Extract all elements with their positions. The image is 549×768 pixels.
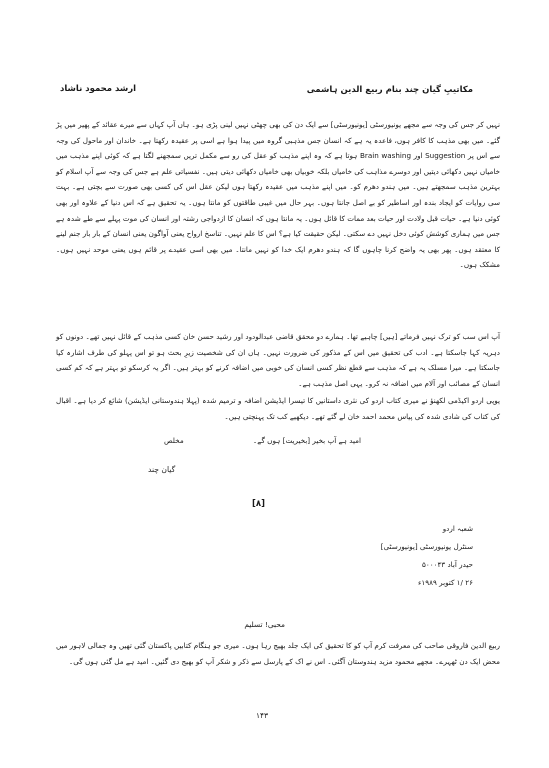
letter-number: [۸] [252, 499, 265, 509]
date-line: ۲۶ /۱ کتوبر ۱۹۸۹ء [417, 578, 473, 587]
letter-paragraph-1: نہیں کر جس کی وجہ سے مجھے یونیورسٹی [یونیورسٹی] سے ایک دن کی بھی چھٹی نہیں لینی پڑی ہو۔ ہاں آپ کہاں سے میرے عقائد کے پھیر میں پڑ گئے۔ میں بھی مذہب کا کافر ہوں، فاعدہ یہ ہے کہ انسان جس مذہبی گروہ میں پیدا ہوا ہے اسی پر عقیدہ رکھتا ہے۔ خاندان اور ماحول کی وجہ سے اس پر Suggestion اور Brain washing ہوتا ہے کہ وہ اپنے مذہب کو عقل کی رو سے مکمل تریں سمجھنے لگتا ہے کہ کوئی اپنے مذہب میں خامیاں نہیں دکھائی دیتیں اور دوسرے مذاہب کی خامیاں بلکہ خوبیاں بھی خامیاں دکھائی دیتی ہیں۔ نفسیاتی علم ہے جس کی وجہ سے آپ اسلام کو بہترین مذہب سمجھتے ہیں۔ میں ہندو دھرم کو۔ میں اپنے مذہب میں عقیدہ رکھتا ہوں لیکن عقل اس کی کسی بھی صورت سے بچتی ہے۔ بہت سی روایات کو ایجاد بندہ اور اساطیر کو بے اصل جانتا ہوں۔ بہر حال میں غیبی طاقتوں کو مانتا ہوں۔ یہ تحقیق ہے کہ اس دنیا کے علاوہ اور بھی کوئی دنیا ہے۔ حیات قبل ولادت اور حیات بعد ممات کا قائل ہوں۔ یہ مانتا ہوں کہ انسان کا ازدواجی رشتہ اور انسان کی موت پہلے سے طے شدہ ہے جس میں ہماری کوشش کوئی دخل نہیں دے سکتی۔ لیکن حقیقت کیا ہے؟ اس کا علم نہیں۔ تناسخ ارواح یعنی آواگون یعنی انسان کے بار بار جنم لینے کا معتقد ہوں۔ پھر بھی یہ واضح کرنا چاہوں گا کہ ہندو دھرم ایک خدا کو نہیں مانتا۔ میں بھی اسی عقیدے پر قائم ہوں یعنی موحد نہیں ہوں۔ مشکک ہوں۔ [56, 120, 500, 270]
letter-paragraph-2: آپ اس سب کو ترک نہیں فرماتے [ہیں] چاہیے تھا۔ ہمارے دو محقق قاضی عبدالودود اور رشید حسن خان کسی مذہب کے قائل نہیں تھے۔ دونوں کو دہریہ کہا جاسکتا ہے۔ ادب کی تحقیق میں اس کے مذکور کی ضرورت نہیں۔ ہاں ان کی شخصیت زیرِ بحث ہو تو اس پہلو کی طرف اشارہ کیا جاسکتا ہے۔ میرا مسلک یہ ہے کہ مذہب سے قطع نظر کسی انسان کی خوبی میں اضافہ کرنے کو بہتر ہیں۔ اگر یہ کرسکو تو بہتر ہے کہ کم کسی انسان کے مصائب اور آلام میں اضافہ نہ کرو۔ یہی اصل مذہب ہے۔ [56, 332, 500, 388]
address-line: شعبہ اردو [442, 524, 473, 533]
letter-paragraph-4: ربیع الدین فاروقی صاحب کی معرفت کرم آپ کو کا تحقیق کی ایک جلد بھیج رہا ہوں۔ میری جو ہنگام کتابیں پاکستان گئی تھیں وہ جمالی لاہور میں محض ایک دن ٹھہرے۔ مجھے محمود مزید ہندوستان آگئی۔ اس نے اک کے پارسل سے ذکر و شکر آپ کو بھیج دی گئیں۔ امید ہے مل گئی ہوں گی۔ [56, 641, 500, 666]
closing-line: امید ہے آپ بخیر [بخیریت] ہوں گے۔ [253, 436, 361, 445]
letter-paragraph-3: یوپی اردو اکیڈمی لکھنؤ نے میری کتاب اردو کی نثری داستانیں کا تیسرا ایڈیشن اضافہ و ترمیم شدہ (پہلا ہندوستانی ایڈیشن) شائع کر دیا ہے۔ اقبال کی کتاب کی شادی شدہ کی پیاس محمد احمد خان لے گئے تھے۔ دیکھیے کب تک پہنچتی ہیں۔ [56, 396, 500, 421]
signature: گیان چند [148, 465, 176, 474]
address-line: سنٹرل یونیورسٹی [یونیورسٹی] [380, 542, 473, 551]
running-header-author: ارشد محمود ناشاد [60, 84, 137, 94]
closing-word: مخلص [164, 436, 184, 445]
salutation: محبی! تسلیم [244, 620, 285, 629]
address-line: حیدر آباد ۵۰۰۰۴۳ [422, 560, 473, 569]
page-number: ۱۴۳ [256, 711, 269, 720]
running-header-title: مکاتیبِ گیان چند بنام ربیع الدین ہاشمی [306, 85, 473, 95]
